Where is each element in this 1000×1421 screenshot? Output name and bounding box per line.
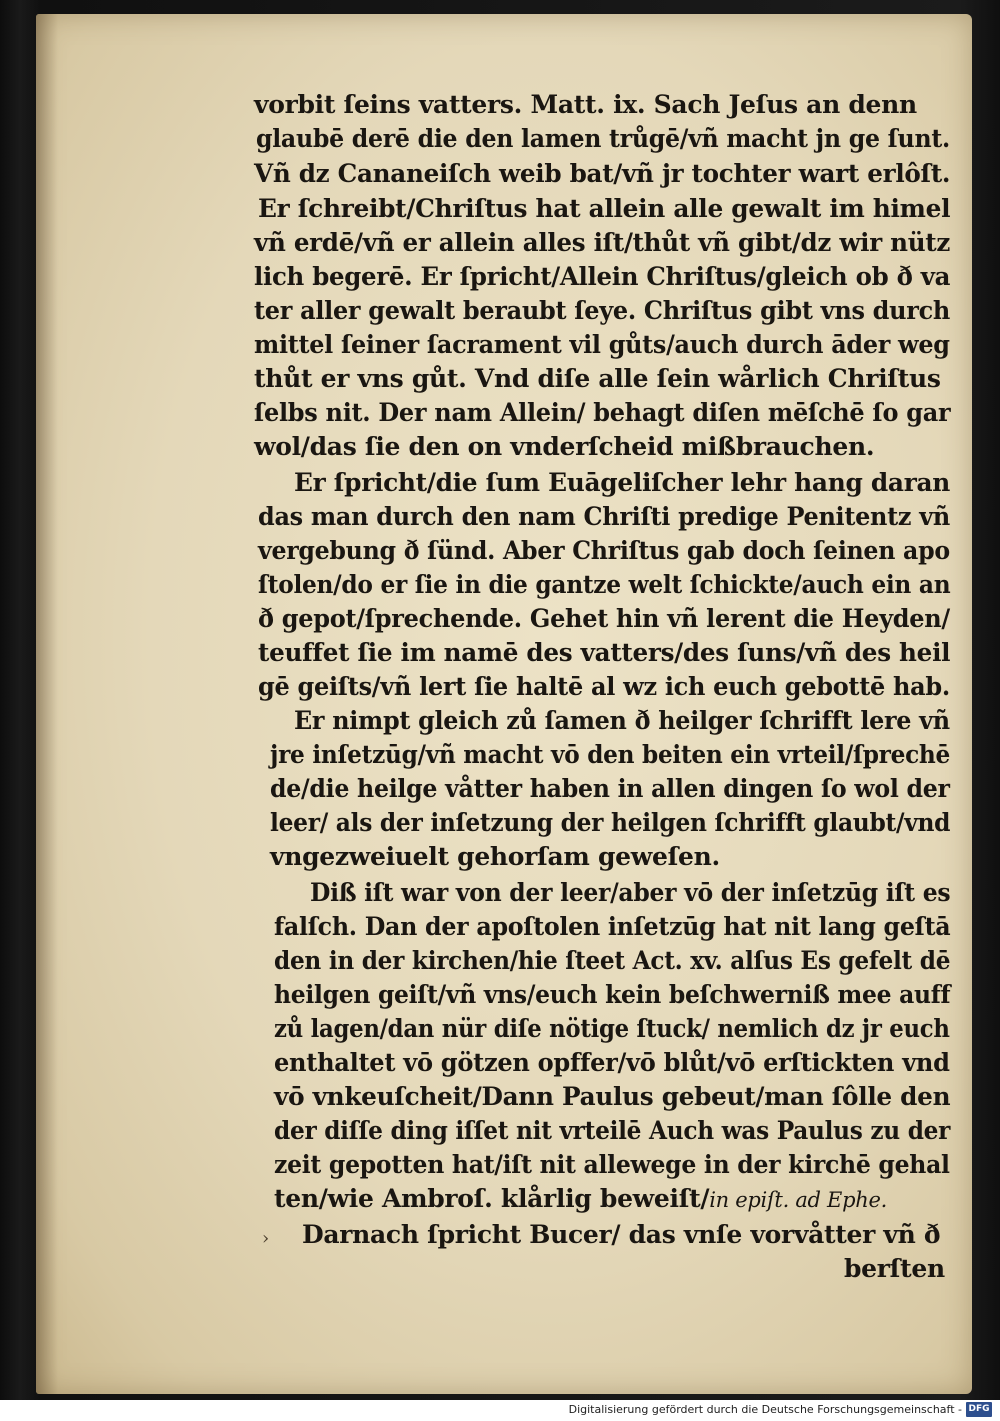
text-line: ſelbs nit. Der nam Allein/ behagt diſen mēſchē ſo gar	[254, 398, 951, 427]
text-line: thůt er vns gůt. Vnd diſe alle ſein wårlich Chriſtus	[254, 364, 941, 393]
marginal-citation: in epiſt. ad Ephe.	[709, 1188, 887, 1212]
page-gutter-shadow	[36, 14, 58, 1394]
text-line: teuffet ſie im namē des vatters/des ſuns/vñ des heil	[258, 638, 951, 667]
footer-bar	[0, 1400, 1000, 1421]
text-line: den in der kirchen/hie ſteet Act. xv. alſus Es gefelt dē	[274, 946, 951, 975]
text-line: de/die heilge våtter haben in allen dingen ſo wol der	[270, 774, 950, 803]
catchword: berſten	[844, 1254, 945, 1283]
text-line: vō vnkeuſcheit/Dann Paulus gebeut/man ſôlle den	[274, 1082, 951, 1111]
text-line: zů lagen/dan nür diſe nötige ſtuck/ nemlich dz jr euch	[274, 1014, 950, 1043]
text-line: vngezweiuelt gehorſam geweſen.	[270, 842, 720, 871]
text-line: vñ erdē/vñ er allein alles iſt/thůt vñ gibt/dz wir nütz	[254, 228, 951, 257]
margin-tick: ›	[262, 1228, 270, 1249]
text-line: Er ſchreibt/Chriſtus hat allein alle gewalt im himel	[258, 194, 951, 223]
text-line: Er ſpricht/die ſum Euāgeliſcher lehr hang daran	[294, 468, 951, 497]
text-line: enthaltet vō götzen opffer/vō blůt/vō erſtickten vnd	[274, 1048, 950, 1077]
text-line: das man durch den nam Chriſti predige Penitentz vñ	[258, 502, 950, 531]
text-line: lich begerē. Er ſpricht/Allein Chriſtus/gleich ob ð va	[254, 262, 951, 291]
text-line: jre inſetzūg/vñ macht vō den beiten ein vrteil/ſprechē	[270, 740, 951, 769]
text-line: heilgen geiſt/vñ vns/euch kein beſchwerniß mee auff	[274, 980, 951, 1009]
text-line: zeit gepotten hat/iſt nit allewege in der kirchē gehal	[274, 1150, 950, 1179]
text-line: wol/das ſie den on vnderſcheid mißbrauchen.	[254, 432, 875, 461]
text-line: ter aller gewalt beraubt ſeye. Chriſtus gibt vns durch	[254, 296, 951, 325]
text-line: ð gepot/ſprechende. Gehet hin vñ lerent die Heyden/	[258, 604, 950, 633]
text-line: vorbit ſeins vatters. Matt. ix. Sach Jeſus an denn	[254, 90, 917, 119]
text-line: ſtolen/do er ſie in die gantze welt ſchickte/auch ein an	[258, 570, 951, 599]
text-line: der diſſe ding iſſet nit vrteilē Auch was Paulus zu der	[274, 1116, 951, 1145]
text-line: falſch. Dan der apoſtolen inſetzūg hat nit lang geſtā	[274, 912, 951, 941]
text-line: mittel ſeiner ſacrament vil gůts/auch durch āder weg	[254, 330, 950, 359]
text-line	[274, 1182, 887, 1216]
text-line: Darnach ſpricht Bucer/ das vnſe vorvåtter vñ ð	[302, 1220, 941, 1249]
text-line: gē geiſts/vñ lert ſie haltē al wz ich euch gebottē hab.	[258, 672, 950, 701]
text-line: Diß iſt war von der leer/aber vō der inſetzūg iſt es	[310, 878, 951, 907]
text-line: vergebung ð ſünd. Aber Chriſtus gab doch ſeinen apo	[258, 536, 950, 565]
digitization-credit: Digitalisierung gefördert durch die Deutsche Forschungsgemeinschaft -	[568, 1403, 962, 1416]
dfg-logo: DFG	[966, 1402, 992, 1417]
text-line: glaubē derē die den lamen trůgē/vñ macht jn ge ſunt.	[256, 124, 950, 153]
text-line: Er nimpt gleich zů ſamen ð heilger ſchrifft lere vñ	[294, 706, 950, 735]
text-line-main: ten/wie Ambroſ. klårlig beweiſt/	[274, 1184, 710, 1213]
text-line: Vñ dz Cananeiſch weib bat/vñ jr tochter wart erlôſt.	[254, 159, 951, 188]
text-line: leer/ als der inſetzung der heilgen ſchrifft glaubt/vnd	[270, 808, 951, 837]
